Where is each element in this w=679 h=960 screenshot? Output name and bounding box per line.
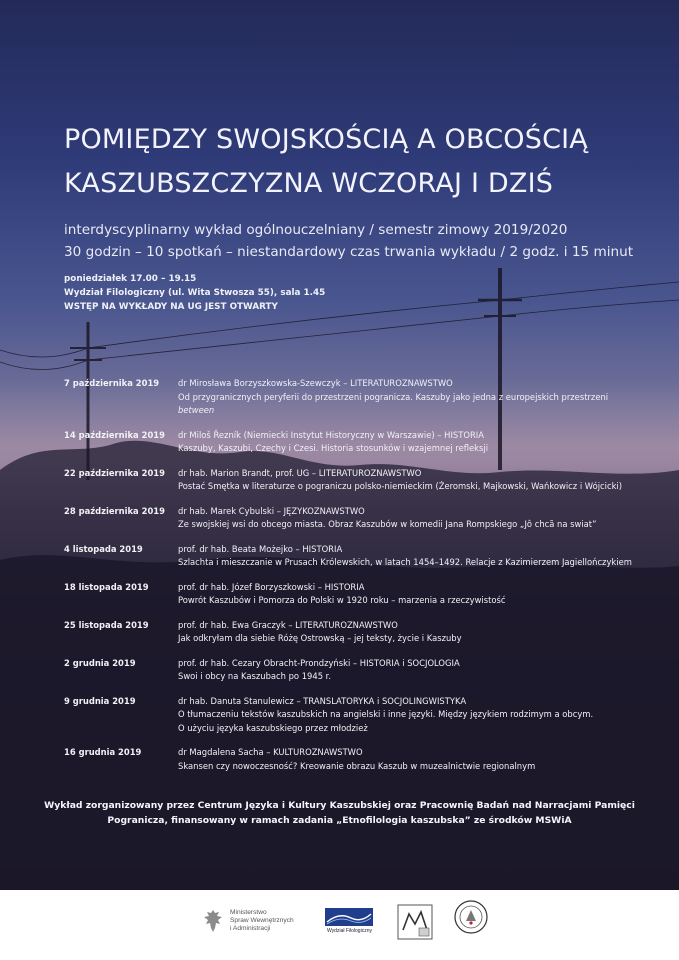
lecture-row: [64, 657, 664, 684]
lecture-details: [178, 505, 664, 532]
centrum-kaszubskie-logo: [397, 904, 433, 940]
wf-logo-text: Wydział Filologiczny: [327, 928, 372, 934]
lecture-speaker: dr Magdalena Sacha – KULTUROZNAWSTWO: [178, 747, 363, 757]
lecture-row: [64, 543, 664, 570]
lecture-date: 2 grudnia 2019: [64, 657, 136, 668]
lecture-topic: Powrót Kaszubów i Pomorza do Polski w 1920 roku – marzenia a rzeczywistość: [178, 595, 506, 605]
eagle-emblem-icon: [202, 908, 224, 934]
lecture-details: [178, 429, 664, 456]
entry-note: WSTĘP NA WYKŁADY NA UG JEST OTWARTY: [64, 302, 278, 312]
title-line-2: KASZUBSZCZYZNA WCZORAJ I DZIŚ: [64, 168, 554, 199]
lecture-row: [64, 746, 664, 773]
lecture-details: [178, 619, 664, 646]
lecture-date: 18 listopada 2019: [64, 581, 149, 592]
lecture-info: [64, 272, 325, 314]
lecture-topic: Jak odkryłam dla siebie Różę Ostrowską – jej teksty, życie i Kaszuby: [178, 633, 462, 643]
lecture-speaker: prof. dr hab. Beata Możejko – HISTORIA: [178, 543, 343, 554]
wf-wave-icon: [325, 908, 373, 928]
lecture-details: [178, 695, 664, 736]
lecture-date: 25 listopada 2019: [64, 619, 149, 630]
lecture-details: [178, 746, 664, 773]
lecture-speaker: prof. dr hab. Józef Borzyszkowski – HISTORIA: [178, 581, 365, 592]
lecture-topic: Ze swojskiej wsi do obcego miasta. Obraz Kaszubów w komedii Jana Rompskiego „Jô chcã na swiat”: [178, 519, 597, 529]
ckk-emblem-icon: [397, 904, 433, 940]
lecture-details: [178, 657, 664, 684]
subtitle-line-2: 30 godzin – 10 spotkań – niestandardowy czas trwania wykładu / 2 godz. i 15 minut: [64, 244, 634, 260]
lecture-row: [64, 429, 664, 456]
lecture-date: 4 listopada 2019: [64, 543, 143, 554]
lecture-date: 16 grudnia 2019: [64, 747, 142, 757]
lecture-details: [178, 543, 664, 570]
lecture-speaker: dr Miloš Řezník (Niemiecki Instytut Historyczny w Warszawie) – HISTORIA: [178, 429, 484, 440]
lecture-row: [64, 695, 664, 736]
lecture-speaker: dr Mirosława Borzyszkowska-Szewczyk – LITERATUROZNAWSTWO: [178, 378, 453, 388]
lecture-details: [178, 467, 664, 494]
poster-title: [64, 118, 588, 206]
lecture-topic: Od przygranicznych peryferii do przestrzeni pogranicza. Kaszuby jako jedna z europejskich przestrzeni: [178, 391, 609, 402]
subtitle-line-1: interdyscyplinarny wykład ogólnouczelniany / semestr zimowy 2019/2020: [64, 222, 568, 238]
title-line-1: POMIĘDZY SWOJSKOŚCIĄ A OBCOŚCIĄ: [64, 124, 588, 155]
lecture-row: [64, 377, 664, 418]
lecture-topic: Swoi i obcy na Kaszubach po 1945 r.: [178, 671, 332, 681]
lecture-schedule: [64, 377, 664, 773]
lecture-speaker: dr hab. Marion Brandt, prof. UG – LITERATUROZNAWSTWO: [178, 467, 422, 478]
sponsor-logos-bar: [0, 890, 679, 960]
lecture-speaker: prof. dr hab. Ewa Graczyk – LITERATUROZNAWSTWO: [178, 619, 398, 630]
lecture-row: [64, 581, 664, 608]
lecture-details: [178, 581, 664, 608]
seal-icon: [454, 900, 488, 934]
organizer-note: [0, 798, 679, 828]
lecture-date: 9 grudnia 2019: [64, 695, 136, 706]
lecture-topic: O użyciu języka kaszubskiego przez młodzież: [178, 722, 368, 733]
lecture-row: [64, 467, 664, 494]
lecture-time: poniedziałek 17.00 – 19.15: [64, 274, 197, 284]
lecture-speaker: dr hab. Marek Cybulski – JĘZYKOZNAWSTWO: [178, 505, 365, 516]
lecture-date: 22 października 2019: [64, 467, 165, 478]
lecture-row: [64, 505, 664, 532]
lecture-details: [178, 377, 664, 418]
lecture-speaker: prof. dr hab. Cezary Obracht-Prondzyński – HISTORIA i SOCJOLOGIA: [178, 657, 460, 668]
lecture-date: 28 października 2019: [64, 505, 165, 516]
lecture-topic: Szlachta i mieszczanie w Prusach Królewskich, w latach 1454–1492. Relacje z Kazimierzem Jagiellończykiem: [178, 557, 632, 567]
lecture-speaker: dr hab. Danuta Stanulewicz – TRANSLATORYKA i SOCJOLINGWISTYKA: [178, 695, 467, 706]
mswia-logo: [202, 908, 294, 934]
lecture-date: 7 października 2019: [64, 378, 160, 388]
university-seal-logo: [454, 900, 488, 934]
lecture-topic: Kaszuby, Kaszubi, Czechy i Czesi. Historia stosunków i wzajemnej refleksji: [178, 443, 489, 453]
lecture-topic: between: [178, 405, 215, 415]
organizer-note-line-1: Wykład zorganizowany przez Centrum Języka i Kultury Kaszubskiej oraz Pracownię Badań nad Narracjami Pamięci: [44, 800, 635, 811]
lecture-place: Wydział Filologiczny (ul. Wita Stwosza 55), sala 1.45: [64, 288, 326, 298]
lecture-date: 14 października 2019: [64, 429, 165, 440]
subtitle: [64, 219, 633, 263]
wydzial-filologiczny-logo: [325, 908, 373, 940]
lecture-topic: O tłumaczeniu tekstów kaszubskich na angielski i inne języki. Między językiem rodzimym a obcym.: [178, 709, 594, 719]
organizer-note-line-2: Pogranicza, finansowany w ramach zadania „Etnofilologia kaszubska” ze środków MSWiA: [107, 815, 572, 826]
lecture-topic: Postać Smętka w literaturze o pograniczu polsko-niemieckim (Żeromski, Majkowski, Wańkowicz i Wójcicki): [178, 481, 623, 491]
lecture-topic: Skansen czy nowoczesność? Kreowanie obrazu Kaszub w muzealnictwie regionalnym: [178, 760, 536, 771]
lecture-row: [64, 619, 664, 646]
mswia-logo-text: Ministerstwo Spraw Wewnętrznych i Administracji: [230, 909, 294, 932]
